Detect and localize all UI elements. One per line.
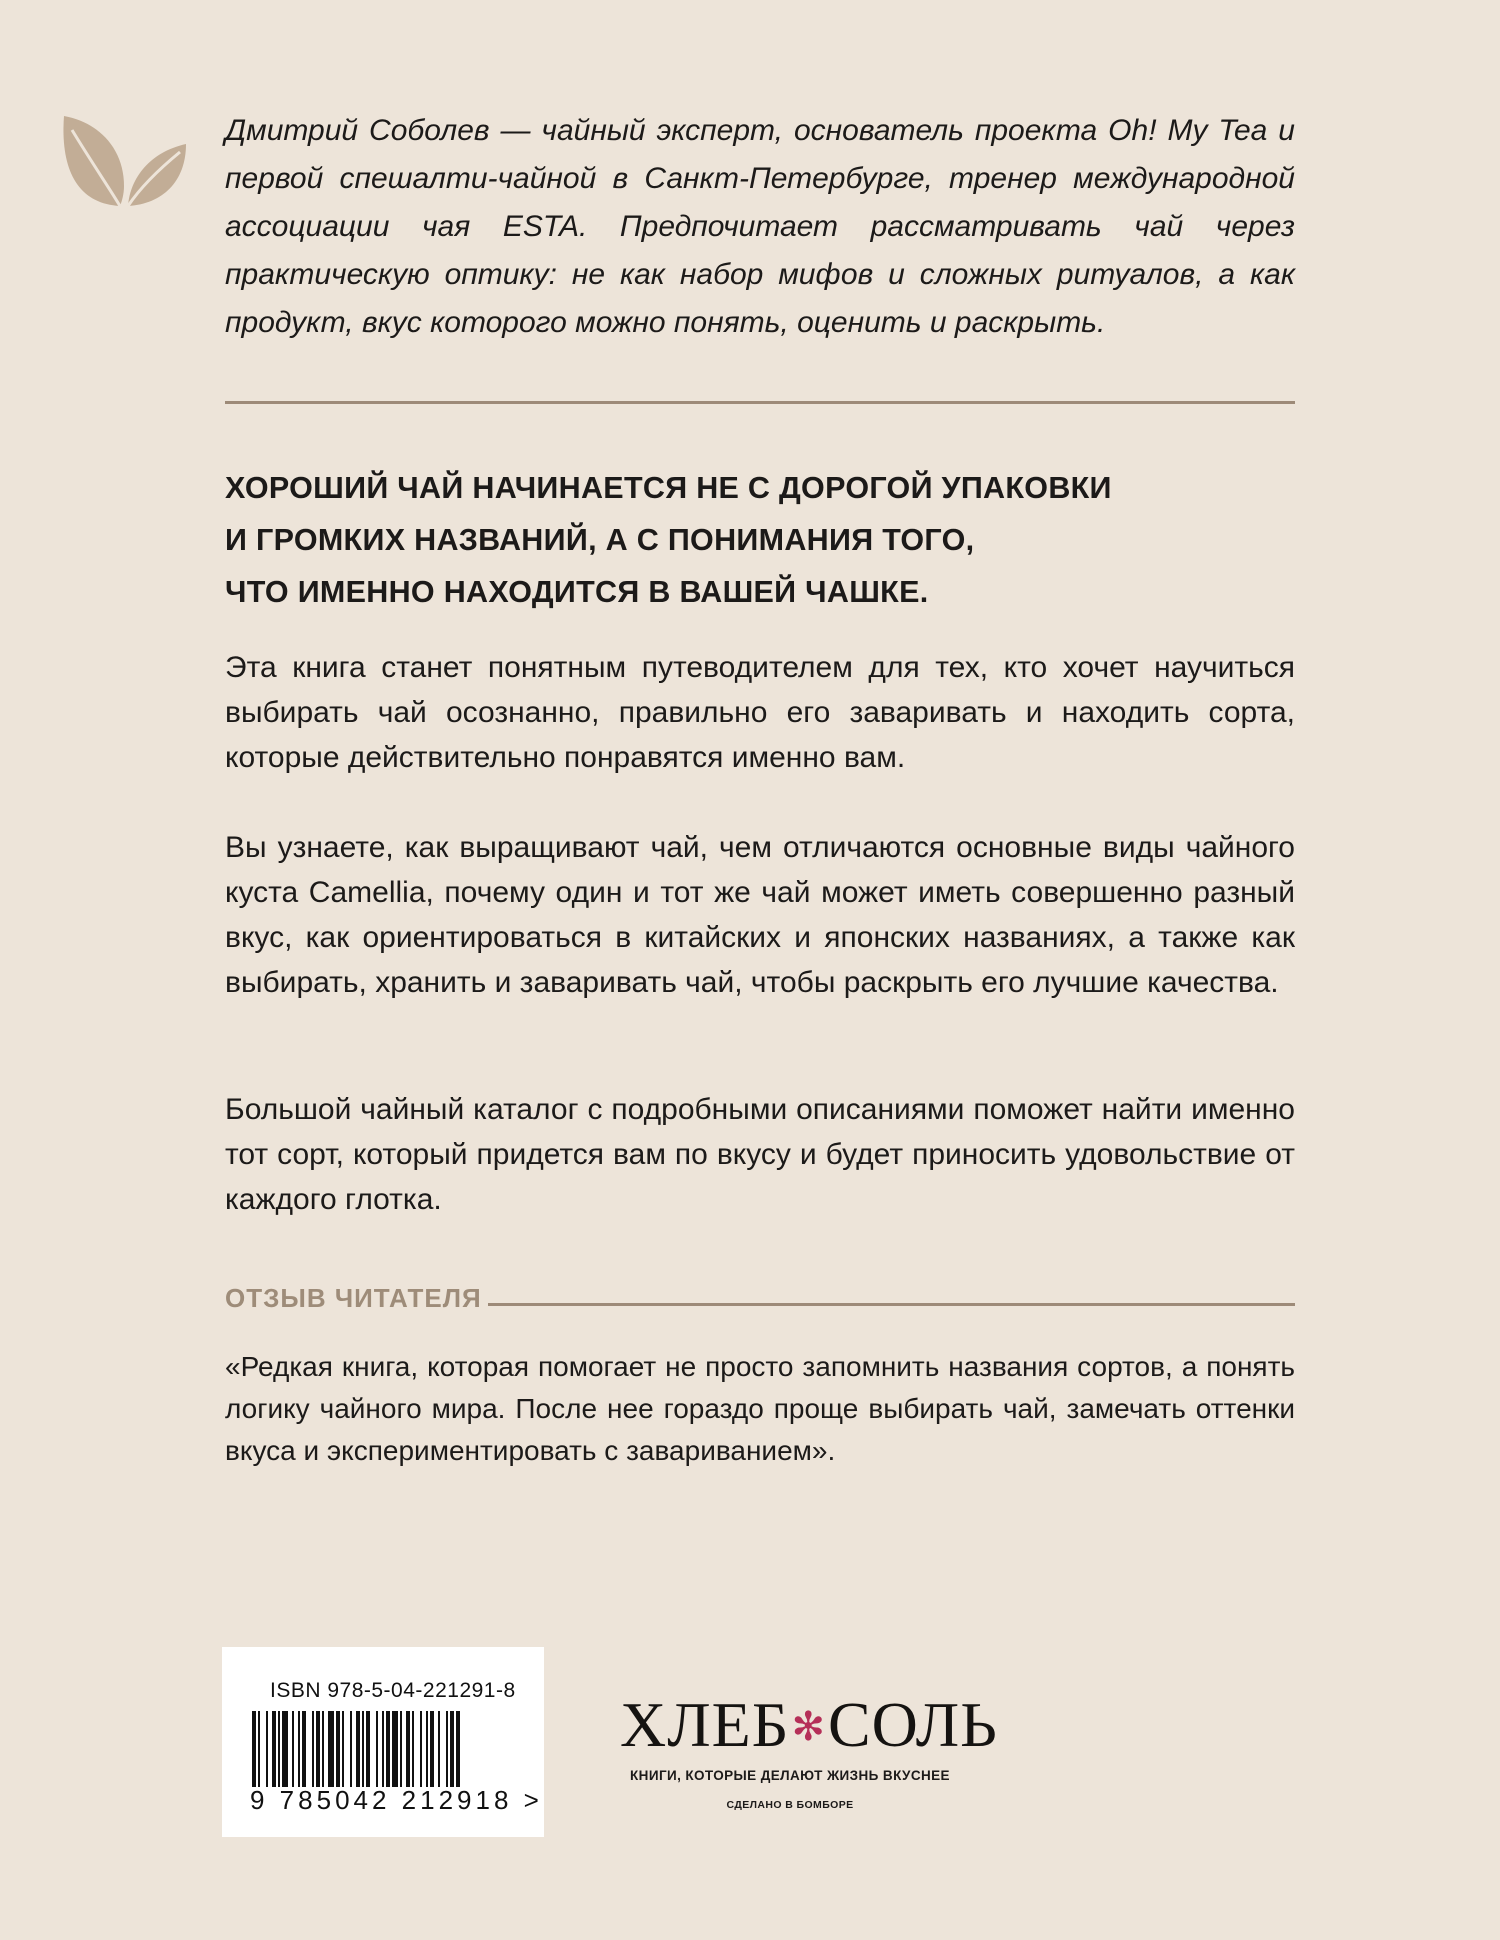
divider [488,1303,1295,1306]
headline-line: ЧТО ИМЕННО НАХОДИТСЯ В ВАШЕЙ ЧАШКЕ. [225,575,929,609]
description-paragraph: Вы узнаете, как выращивают чай, чем отличаются основные виды чайного куста Camellia, почему один и тот же чай может иметь совершенно разный вкус, как ориентироваться в китайских и японских названиях, а также как выбирать, хранить и заваривать чай, чтобы раскрыть его лучшие качества. [225,831,1295,999]
barcode-panel [222,1647,544,1837]
publisher-logo [620,1689,998,1811]
review-quote: «Редкая книга, которая помогает не просто запомнить названия сортов, а понять логику чайного мира. После нее гораздо проще выбирать чай, замечать оттенки вкуса и экспериментировать с завариванием». [225,1351,1295,1466]
publisher-tagline: КНИГИ, КОТОРЫЕ ДЕЛАЮТ ЖИЗНЬ ВКУСНЕЕ [630,1768,950,1783]
headline [225,462,1325,618]
headline-line: И ГРОМКИХ НАЗВАНИЙ, А С ПОНИМАНИЯ ТОГО, [225,523,975,557]
headline-line: ХОРОШИЙ ЧАЙ НАЧИНАЕТСЯ НЕ С ДОРОГОЙ УПАКОВКИ [225,471,1112,505]
barcode-digits: 9 785042 212918 > [250,1785,543,1815]
publisher-maker: СДЕЛАНО В БОМБОРЕ [726,1799,854,1811]
barcode [252,1711,514,1787]
isbn-text: ISBN 978-5-04-221291-8 [270,1679,516,1702]
review-header [225,1278,1295,1318]
publisher-name-right: СОЛЬ [827,1689,998,1760]
review-label: ОТЗЫВ ЧИТАТЕЛЯ [225,1282,482,1313]
leaf-icon [58,108,190,210]
description-paragraph: Эта книга станет понятным путеводителем для тех, кто хочет научиться выбирать чай осознанно, правильно его заваривать и находить сорта, которые действительно понравятся именно вам. [225,651,1295,774]
divider [225,401,1295,404]
publisher-name-left: ХЛЕБ [620,1689,790,1760]
author-bio: Дмитрий Соболев — чайный эксперт, основатель проекта Oh! My Tea и первой спешалти-чайной в Санкт-Петербурге, тренер международной ассоциации чая ESTA. Предпочитает рассматривать чай через практическую оптику: не как набор мифов и сложных ритуалов, а как продукт, вкус которого можно понять, оценить и раскрыть. [225,114,1295,339]
flower-star-icon: ✻ [791,1704,826,1749]
publisher-name [620,1689,998,1762]
description-paragraph: Большой чайный каталог с подробными описаниями поможет найти именно тот сорт, который придется вам по вкусу и будет приносить удовольствие от каждого глотка. [225,1093,1295,1216]
